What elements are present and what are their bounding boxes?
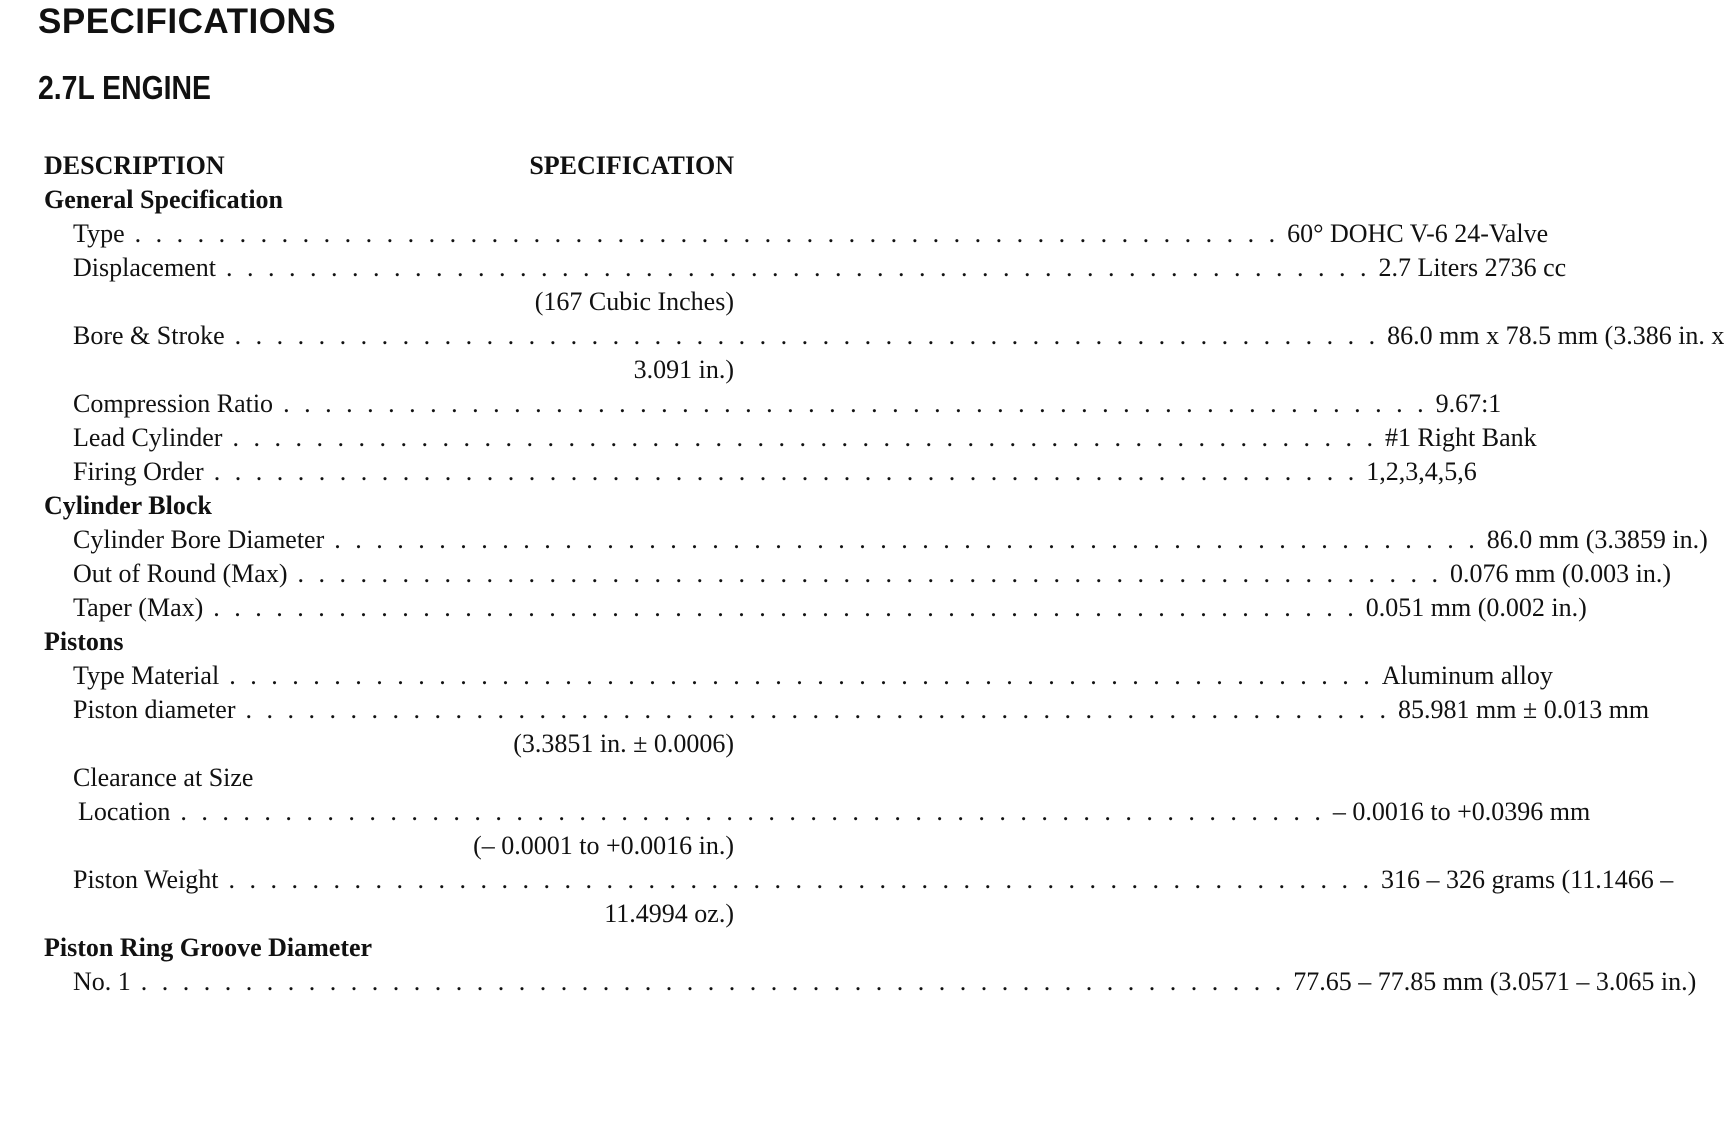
dot-leader: . . . . . . . . . . . . . . . . . . . . . . . . . . . . . . . . . . . . . . . . . . . . . . . . . . . . . . .	[232, 423, 1377, 452]
spec-label: Compression Ratio	[73, 389, 274, 418]
group-title-piston-ring-groove-diameter: Piston Ring Groove Diameter	[44, 933, 373, 962]
spec-label: Piston Weight	[73, 865, 219, 894]
spec-label: Piston diameter	[73, 695, 236, 724]
dot-leader: . . . . . . . . . . . . . . . . . . . . . . . . . . . . . . . . . . . . . . . . . . . . . . . . . . . . . . .	[334, 525, 1479, 554]
dot-leader: . . . . . . . . . . . . . . . . . . . . . . . . . . . . . . . . . . . . . . . . . . . . . . . . . . . . . . .	[245, 695, 1390, 724]
specification-table	[44, 149, 1724, 999]
dot-leader: . . . . . . . . . . . . . . . . . . . . . . . . . . . . . . . . . . . . . . . . . . . . . . . . . . . . . . .	[213, 593, 1358, 622]
group-title-general-specification: General Specification	[44, 185, 284, 214]
spec-value-continuation: (– 0.0001 to +0.0016 in.)	[473, 831, 734, 860]
spec-label: Lead Cylinder	[73, 423, 223, 452]
spec-value: 0.051 mm (0.002 in.)	[1365, 593, 1587, 622]
spec-label: Type Material	[73, 661, 220, 690]
spec-value: Aluminum alloy	[1381, 661, 1553, 690]
spec-row-type	[44, 217, 1549, 251]
spec-row-piston-weight	[44, 863, 1674, 897]
specification-column-header: SPECIFICATION	[529, 151, 734, 180]
spec-label: Firing Order	[73, 457, 204, 486]
spec-value: 316 – 326 grams (11.1466 –	[1381, 865, 1674, 894]
spec-row-firing-order	[44, 455, 1477, 489]
spec-row-out-of-round	[44, 557, 1671, 591]
spec-label: Cylinder Bore Diameter	[73, 525, 325, 554]
spec-row-bore-stroke	[44, 319, 1724, 353]
spec-value-continuation: 11.4994 oz.)	[604, 899, 734, 928]
spec-row-displacement	[44, 251, 1567, 285]
spec-value-continuation: (167 Cubic Inches)	[534, 287, 734, 316]
spec-value: #1 Right Bank	[1384, 423, 1537, 452]
spec-row-cylinder-bore-diameter	[44, 523, 1708, 557]
dot-leader: . . . . . . . . . . . . . . . . . . . . . . . . . . . . . . . . . . . . . . . . . . . . . . . . . . . . . . .	[140, 967, 1286, 996]
spec-row-lead-cylinder	[44, 421, 1537, 455]
spec-row-piston-diameter	[44, 693, 1650, 727]
spec-row-compression-ratio	[44, 387, 1502, 421]
spec-value: 86.0 mm (3.3859 in.)	[1486, 525, 1708, 554]
dot-leader: . . . . . . . . . . . . . . . . . . . . . . . . . . . . . . . . . . . . . . . . . . . . . . . . . . . . . . .	[225, 253, 1371, 282]
dot-leader: . . . . . . . . . . . . . . . . . . . . . . . . . . . . . . . . . . . . . . . . . . . . . . . . . . . . . . .	[228, 865, 1374, 894]
spec-row-type-material	[44, 659, 1553, 693]
spec-value: 60° DOHC V-6 24-Valve	[1287, 219, 1549, 248]
spec-row-taper	[44, 591, 1587, 625]
group-title-cylinder-block: Cylinder Block	[44, 491, 212, 520]
spec-value: 9.67:1	[1435, 389, 1502, 418]
dot-leader: . . . . . . . . . . . . . . . . . . . . . . . . . . . . . . . . . . . . . . . . . . . . . . . . . . . . . . .	[283, 389, 1428, 418]
dot-leader: . . . . . . . . . . . . . . . . . . . . . . . . . . . . . . . . . . . . . . . . . . . . . . . . . . . . . . .	[134, 219, 1280, 248]
spec-value: 0.076 mm (0.003 in.)	[1449, 559, 1671, 588]
spec-label: No. 1	[73, 967, 131, 996]
spec-label: Displacement	[73, 253, 216, 282]
spec-value: 77.65 – 77.85 mm (3.0571 – 3.065 in.)	[1293, 967, 1697, 996]
dot-leader: . . . . . . . . . . . . . . . . . . . . . . . . . . . . . . . . . . . . . . . . . . . . . . . . . . . . . . .	[297, 559, 1442, 588]
spec-value-continuation: (3.3851 in. ± 0.0006)	[513, 729, 734, 758]
dot-leader: . . . . . . . . . . . . . . . . . . . . . . . . . . . . . . . . . . . . . . . . . . . . . . . . . . . . . . .	[213, 457, 1359, 486]
spec-label: Type	[73, 219, 125, 248]
column-headers	[44, 149, 734, 183]
spec-label: Out of Round (Max)	[73, 559, 288, 588]
spec-label: Bore & Stroke	[73, 321, 225, 350]
group-title-pistons: Pistons	[44, 627, 124, 656]
section-heading: 2.7L ENGINE	[38, 69, 211, 106]
spec-subheading-clearance-at-size: Clearance at Size	[73, 763, 254, 792]
spec-row-no-1	[44, 965, 1697, 999]
spec-value: 86.0 mm x 78.5 mm (3.386 in. x	[1387, 321, 1724, 350]
spec-value: 85.981 mm ± 0.013 mm	[1397, 695, 1650, 724]
dot-leader: . . . . . . . . . . . . . . . . . . . . . . . . . . . . . . . . . . . . . . . . . . . . . . . . . . . . . . .	[180, 797, 1325, 826]
spec-value: – 0.0016 to +0.0396 mm	[1332, 797, 1591, 826]
spec-value: 2.7 Liters 2736 cc	[1378, 253, 1567, 282]
dot-leader: . . . . . . . . . . . . . . . . . . . . . . . . . . . . . . . . . . . . . . . . . . . . . . . . . . . . . . .	[234, 321, 1380, 350]
spec-label: Location	[78, 797, 171, 826]
spec-label: Taper (Max)	[73, 593, 204, 622]
spec-value: 1,2,3,4,5,6	[1366, 457, 1477, 486]
page-heading: SPECIFICATIONS	[38, 2, 337, 41]
description-column-header: DESCRIPTION	[44, 151, 225, 180]
spec-value-continuation: 3.091 in.)	[633, 355, 734, 384]
spec-row-location	[44, 795, 1591, 829]
dot-leader: . . . . . . . . . . . . . . . . . . . . . . . . . . . . . . . . . . . . . . . . . . . . . . . . . . . . . . .	[229, 661, 1374, 690]
